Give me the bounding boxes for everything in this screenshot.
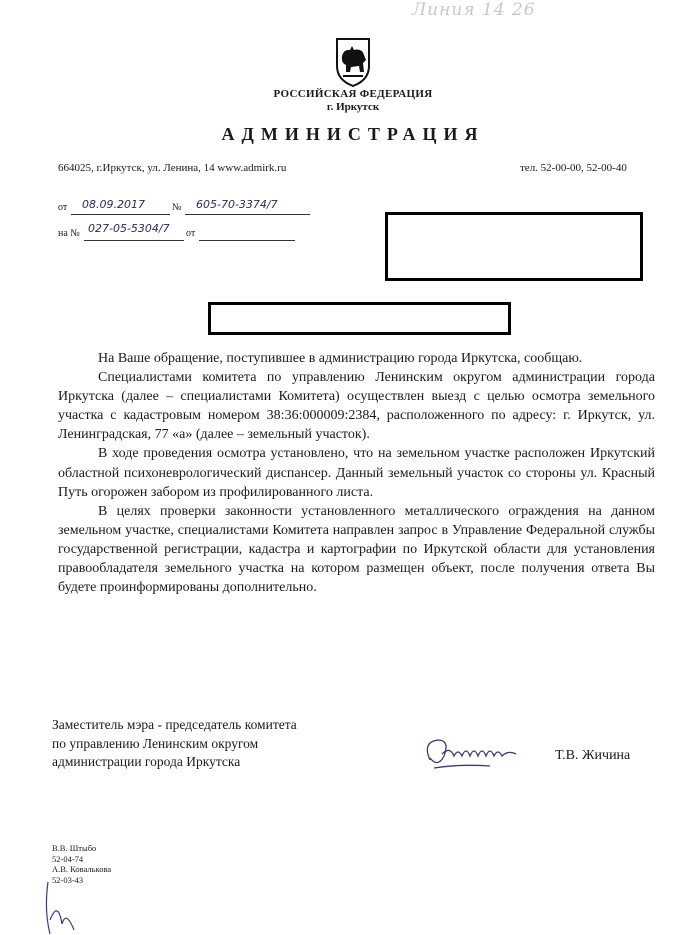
in-reply-label: на №: [58, 228, 80, 239]
executor-line: 52-04-74: [52, 853, 84, 864]
number-label: №: [172, 202, 182, 213]
signatory-name: Т.В. Жичина: [555, 748, 631, 763]
executors-block: [52, 843, 111, 885]
outgoing-reference: [58, 200, 318, 216]
position-line: Заместитель мэра - председатель комитета: [52, 717, 297, 732]
paragraph: В целях проверки законности установленного металлического ограждения на данном земельном участке, специалистами Комитета направлен запрос в Управление Федеральной службы государственной регистрации, кадастра и картографии по Иркутской области для установления правообладателя земельного участка на котором размещен объект, после получения ответа Вы будете проинформированы дополнительно.: [58, 503, 655, 596]
coat-of-arms-icon: [331, 36, 375, 88]
signatory-position: [52, 716, 297, 772]
organization-phones: тел. 52-00-00, 52-00-40: [520, 162, 627, 174]
outgoing-number: 605-70-3374/7: [196, 198, 278, 211]
position-line: администрации города Иркутска: [52, 754, 241, 769]
incoming-from-label: от: [186, 228, 196, 239]
handwritten-mark-icon: [34, 880, 84, 935]
executor-line: А.В. Ковалькова: [52, 864, 112, 874]
organization-address: 664025, г.Иркутск, ул. Ленина, 14 www.admirk.ru: [58, 162, 287, 174]
organization-title: АДМИНИСТРАЦИЯ: [221, 124, 485, 144]
paragraph: В ходе проведения осмотра установлено, что на земельном участке расположен Иркутский областной психоневрологический диспансер. Данный земельный участок со стороны ул. Красный Путь огорожен забором из профилированного листа.: [58, 446, 655, 500]
paragraph: Специалистами комитета по управлению Ленинским округом администрации города Иркутска (далее – специалистами Комитета) осуществлен выезд с целью осмотра земельного участка с кадастровым номером 38:36:000009:2384, расположенного по адресу: г. Иркутск, ул. Ленинградская, 77 «а» (далее – земельный участок).: [58, 370, 655, 443]
letter-body: [58, 349, 655, 597]
position-line: по управлению Ленинским округом: [52, 735, 259, 751]
country-name: РОССИЙСКАЯ ФЕДЕРАЦИЯ: [273, 88, 433, 100]
outgoing-date: 08.09.2017: [82, 198, 145, 211]
incoming-number: 027-05-5304/7: [88, 222, 170, 235]
city-name: г. Иркутск: [326, 101, 380, 113]
executor-line: 52-03-43: [52, 874, 84, 885]
paragraph: На Ваше обращение, поступившее в администрацию города Иркутска, сообщаю.: [98, 351, 583, 366]
executor-line: В.В. Штыбо: [52, 843, 97, 853]
redacted-recipient-box: [385, 212, 643, 281]
from-label: от: [58, 202, 68, 213]
incoming-reference: [58, 222, 318, 242]
handwritten-note: Линия 14 26: [412, 0, 536, 20]
redacted-recipient-name-box: [208, 302, 511, 335]
handwritten-signature-icon: [420, 728, 530, 774]
